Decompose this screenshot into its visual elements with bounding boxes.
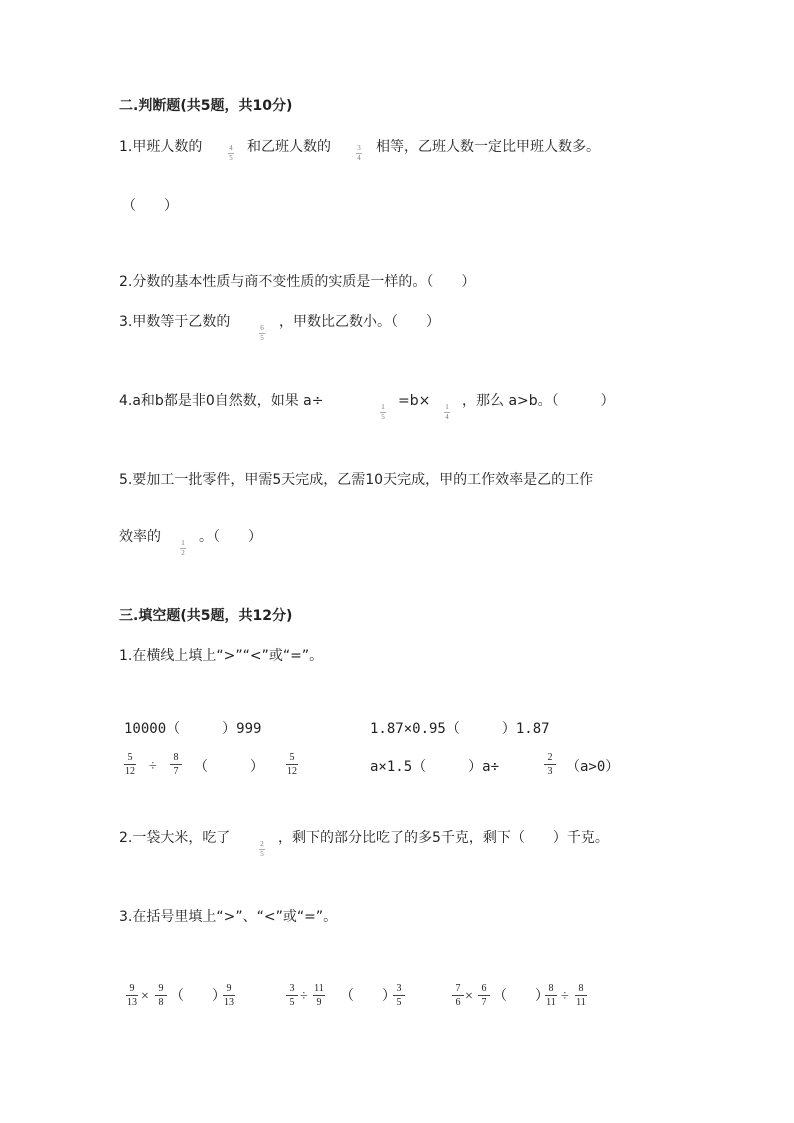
s3-q1-answer-paren[interactable]: （ ） xyxy=(194,759,264,775)
denominator: 3 xyxy=(547,766,553,777)
s2-q1-part-a: 1.甲班人数的 xyxy=(119,139,203,155)
numerator: 1 xyxy=(181,539,185,547)
divide-sign: ÷ xyxy=(561,989,569,1004)
s3-q1-fraction-8-7 xyxy=(170,752,182,777)
divide-sign: ÷ xyxy=(300,989,308,1004)
s2-q5-line-1: 5.要加工一批零件，甲需5天完成，乙需10天完成，甲的工作效率是乙的工作 xyxy=(119,472,594,488)
s3-q2-fraction xyxy=(259,840,265,859)
times-sign: × xyxy=(465,989,473,1004)
denominator: 7 xyxy=(173,766,179,777)
s3-q3-e2-frac-a xyxy=(286,983,298,1008)
denominator: 2 xyxy=(181,549,185,557)
s2-q4-fraction-2 xyxy=(444,403,450,422)
s3-q3-e3-frac-c xyxy=(545,983,557,1008)
s2-q3-part-b: ，甲数比乙数小。（ ） xyxy=(279,314,440,330)
denominator: 11 xyxy=(576,997,586,1008)
numerator: 11 xyxy=(314,983,324,994)
numerator: 9 xyxy=(226,983,232,994)
s2-q1-fraction-1 xyxy=(228,144,234,163)
s2-q2-text: 2.分数的基本性质与商不变性质的实质是一样的。（ ） xyxy=(119,274,476,290)
s3-q1-item-1: 10000（ ）999 xyxy=(124,721,262,737)
denominator: 4 xyxy=(445,413,449,421)
s3-q2-part-a: 2.一袋大米，吃了 xyxy=(119,830,231,846)
s3-q3-text: 3.在括号里填上“>”、“<”或“=”。 xyxy=(119,909,338,925)
s3-q1-item-2: 1.87×0.95（ ）1.87 xyxy=(370,721,550,737)
numerator: 2 xyxy=(547,752,553,763)
denominator: 13 xyxy=(224,997,234,1008)
numerator: 5 xyxy=(127,752,133,763)
s3-q3-e1-frac-b xyxy=(155,983,167,1008)
s2-q1-fraction-2 xyxy=(356,144,362,163)
denominator: 12 xyxy=(125,766,135,777)
s2-q1-part-c: 相等，乙班人数一定比甲班人数多。 xyxy=(376,139,600,155)
numerator: 9 xyxy=(158,983,164,994)
s3-q1-fraction-5-12-a xyxy=(124,752,136,777)
denominator: 5 xyxy=(381,413,385,421)
s2-q5-part-b: 。（ ） xyxy=(199,529,262,545)
numerator: 4 xyxy=(229,144,233,152)
denominator: 5 xyxy=(396,997,402,1008)
numerator: 7 xyxy=(455,983,461,994)
numerator: 8 xyxy=(548,983,554,994)
s3-q3-e3-frac-a xyxy=(452,983,464,1008)
times-sign: × xyxy=(141,989,149,1004)
s2-q4-part-b: =b× xyxy=(398,393,431,409)
s2-q1-answer-paren[interactable]: （ ） xyxy=(122,198,178,214)
s2-q4-fraction-1 xyxy=(380,403,386,422)
denominator: 9 xyxy=(316,997,322,1008)
s3-q3-e1-frac-c xyxy=(223,983,235,1008)
s3-q3-e2-frac-b xyxy=(313,983,325,1008)
denominator: 11 xyxy=(546,997,556,1008)
s3-q3-e1-frac-a xyxy=(126,983,138,1008)
s3-q1-text: 1.在横线上填上“>”“<”或“=”。 xyxy=(119,648,324,664)
numerator: 8 xyxy=(173,752,179,763)
s3-q3-e3-frac-d xyxy=(575,983,587,1008)
s2-q5-part-a: 效率的 xyxy=(119,529,161,545)
numerator: 6 xyxy=(260,324,264,332)
denominator: 7 xyxy=(481,997,487,1008)
denominator: 5 xyxy=(229,154,233,162)
s3-q3-e3-frac-b xyxy=(478,983,490,1008)
numerator: 5 xyxy=(289,752,295,763)
denominator: 5 xyxy=(260,334,264,342)
section-3-title: 三.填空题(共5题，共12分) xyxy=(119,608,293,624)
s3-q3-e1-paren[interactable]: （ ） xyxy=(170,988,226,1004)
section-2-title: 二.判断题(共5题，共10分) xyxy=(119,98,293,114)
numerator: 6 xyxy=(481,983,487,994)
denominator: 12 xyxy=(287,766,297,777)
numerator: 3 xyxy=(357,144,361,152)
s2-q4-part-c: ，那么 a>b。（ ） xyxy=(462,393,615,409)
numerator: 2 xyxy=(260,840,264,848)
s2-q3-fraction xyxy=(259,324,265,343)
s2-q5-fraction xyxy=(180,539,186,558)
denominator: 8 xyxy=(158,997,164,1008)
numerator: 8 xyxy=(578,983,584,994)
numerator: 1 xyxy=(445,403,449,411)
s2-q1-part-b: 和乙班人数的 xyxy=(247,139,331,155)
s3-q3-e2-paren[interactable]: （ ） xyxy=(340,988,396,1004)
s3-q3-e3-paren[interactable]: （ ） xyxy=(493,988,549,1004)
s2-q3-part-a: 3.甲数等于乙数的 xyxy=(119,314,231,330)
numerator: 1 xyxy=(381,403,385,411)
denominator: 4 xyxy=(357,154,361,162)
s3-q2-part-b: ，剩下的部分比吃了的多5千克，剩下（ ）千克。 xyxy=(278,830,609,846)
denominator: 5 xyxy=(289,997,295,1008)
denominator: 13 xyxy=(127,997,137,1008)
divide-sign: ÷ xyxy=(149,759,157,774)
s3-q1-fraction-5-12-b xyxy=(286,752,298,777)
s2-q4-part-a: 4.a和b都是非0自然数，如果 a÷ xyxy=(119,393,324,409)
denominator: 5 xyxy=(260,850,264,858)
s3-q1-fraction-2-3 xyxy=(544,752,556,777)
s3-q3-e2-frac-c xyxy=(393,983,405,1008)
denominator: 6 xyxy=(455,997,461,1008)
numerator: 3 xyxy=(289,983,295,994)
s3-q1-item-4: a×1.5（ ）a÷ xyxy=(370,759,500,775)
numerator: 3 xyxy=(396,983,402,994)
numerator: 9 xyxy=(129,983,135,994)
s3-q1-condition: （a>0） xyxy=(566,759,620,775)
